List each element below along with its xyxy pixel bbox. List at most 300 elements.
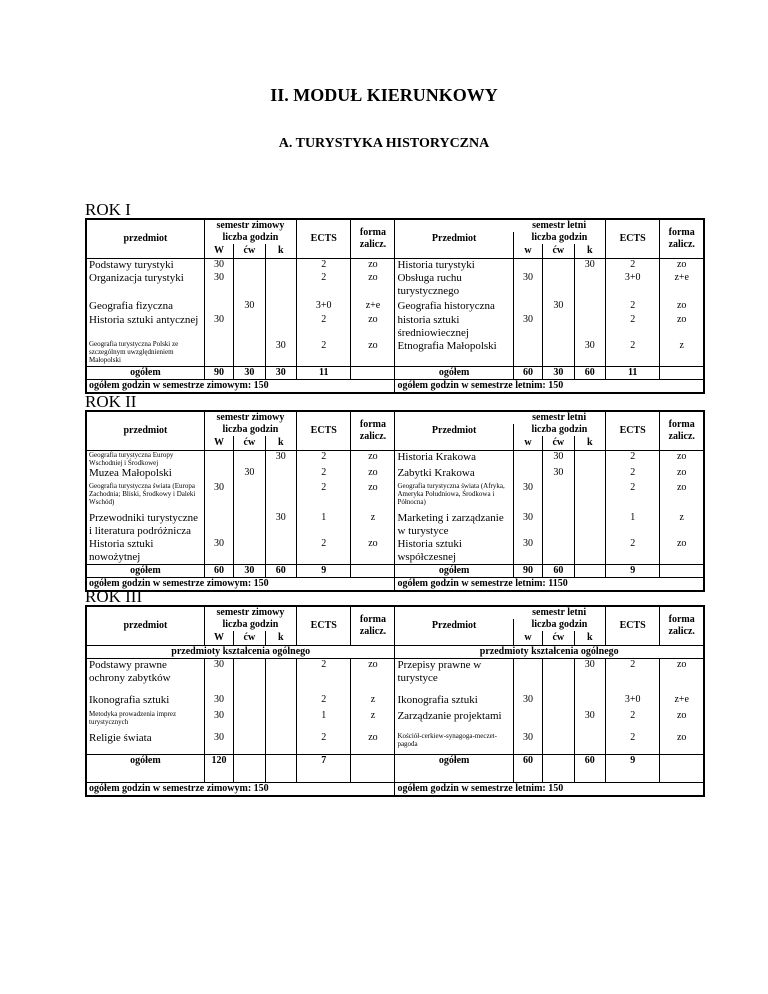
- w-value: [204, 450, 233, 467]
- forma-value: zo: [660, 314, 704, 340]
- header-row: [86, 606, 704, 619]
- total-row: [86, 366, 704, 379]
- k-value: [574, 300, 605, 314]
- w-header: w: [513, 436, 542, 450]
- subject-name: Organizacja turystyki: [89, 272, 184, 284]
- w-value: [204, 300, 233, 314]
- cw-value: [234, 258, 265, 272]
- subject-name: Kościół-cerkiew-synagoga-meczet-pagoda: [395, 732, 513, 754]
- forma-value: zo: [351, 538, 395, 565]
- w-value: [513, 658, 542, 694]
- table-row: [86, 300, 704, 314]
- forma-value: zo: [660, 658, 704, 694]
- forma-value: z: [660, 340, 704, 366]
- forma-header: [351, 411, 395, 450]
- total-empty: [351, 754, 395, 782]
- cw-value: [234, 314, 265, 340]
- k-value: 30: [574, 658, 605, 694]
- forma-header: [351, 219, 395, 258]
- k-header: k: [265, 436, 296, 450]
- page-title: II. MODUŁ KIERUNKOWY: [270, 85, 498, 105]
- hours-row: [86, 578, 704, 592]
- table-row: [86, 732, 704, 754]
- table-row: [86, 658, 704, 694]
- cw-value: [543, 538, 574, 565]
- cw-header: ćw: [543, 244, 574, 258]
- subject-name: Zarządzanie projektami: [395, 710, 513, 732]
- total-ects: 9: [605, 565, 659, 578]
- k-value: [265, 710, 296, 732]
- semester-hours: ogółem godzin w semestrze letnim: 1150: [395, 578, 704, 592]
- k-value: [574, 538, 605, 565]
- cw-value: 30: [543, 300, 574, 314]
- forma-value: zo: [660, 538, 704, 565]
- hours-row: [86, 379, 704, 393]
- k-header: k: [574, 436, 605, 450]
- ects-value: 2: [297, 538, 351, 565]
- cw-value: [543, 314, 574, 340]
- forma-label: forma: [359, 613, 387, 625]
- forma-label: forma: [668, 613, 695, 625]
- ects-value: 2: [297, 732, 351, 754]
- subject-name: Geografia turystyczna Europy Wschodniej i Środkowej: [89, 450, 174, 467]
- total-cw: 30: [234, 565, 265, 578]
- cw-header: ćw: [234, 436, 265, 450]
- cw-value: [543, 340, 574, 366]
- k-header: k: [574, 244, 605, 258]
- k-value: [265, 272, 296, 300]
- ects-value: 1: [297, 710, 351, 732]
- subject-name: Ikonografia sztuki: [395, 694, 513, 710]
- subject-name: Podstawy turystyki: [89, 258, 174, 271]
- total-row: [86, 565, 704, 578]
- w-header: W: [204, 631, 233, 645]
- cw-header: ćw: [234, 244, 265, 258]
- forma-value: zo: [351, 314, 395, 340]
- subject-name: Geografia fizyczna: [89, 300, 173, 312]
- semester-header: semestr zimowy: [204, 411, 296, 424]
- cw-value: [543, 258, 574, 272]
- w-header: W: [204, 436, 233, 450]
- zalicz-label: zalicz.: [359, 430, 387, 442]
- total-cw: 30: [543, 366, 574, 379]
- w-value: 30: [204, 694, 233, 710]
- subject-name: Etnografia Małopolski: [395, 340, 513, 366]
- k-header: k: [265, 244, 296, 258]
- forma-value: z: [351, 512, 395, 538]
- ects-value: 2: [297, 340, 351, 366]
- hours-header: liczba godzin: [204, 424, 296, 436]
- forma-header: [660, 411, 704, 450]
- w-value: 30: [513, 314, 542, 340]
- forma-value: zo: [351, 272, 395, 300]
- cw-value: [234, 732, 265, 754]
- k-value: [265, 694, 296, 710]
- total-k: 60: [265, 565, 296, 578]
- w-value: [513, 450, 542, 467]
- year-table: [85, 218, 705, 394]
- k-value: 30: [265, 512, 296, 538]
- subject-name: Geografia turystyczna Polski ze szczególnym uwzględnieniem Małopolski: [89, 340, 179, 365]
- k-value: [265, 538, 296, 565]
- semester-header: semestr zimowy: [204, 219, 296, 232]
- total-label: ogółem: [86, 565, 204, 578]
- semester-hours: ogółem godzin w semestrze letnim: 150: [395, 782, 704, 796]
- cw-value: [234, 658, 265, 694]
- cw-value: 30: [234, 300, 265, 314]
- ects-header: ECTS: [297, 606, 351, 645]
- subject-name: Historia turystyki: [395, 258, 513, 272]
- cw-value: [543, 658, 574, 694]
- total-w: 60: [513, 366, 542, 379]
- year-label: ROK II: [85, 392, 137, 411]
- forma-value: z: [351, 710, 395, 732]
- ects-header: ECTS: [297, 411, 351, 450]
- ects-value: 1: [297, 512, 351, 538]
- forma-value: zo: [660, 450, 704, 467]
- total-label: ogółem: [86, 754, 204, 782]
- w-value: 30: [513, 694, 542, 710]
- forma-label: forma: [359, 226, 387, 238]
- w-value: [513, 340, 542, 366]
- subject-name: Geografia turystyczna świata (Europa Zachodnia; Bliski, Środkowy i Daleki Wschód): [89, 481, 196, 506]
- semester-hours: ogółem godzin w semestrze zimowym: 150: [86, 578, 395, 592]
- total-k: 30: [265, 366, 296, 379]
- total-k: [574, 565, 605, 578]
- cw-value: 30: [543, 450, 574, 467]
- cw-value: [543, 482, 574, 512]
- semester-header: semestr letni: [532, 607, 587, 618]
- k-value: [574, 467, 605, 482]
- w-header: W: [204, 244, 233, 258]
- total-cw: [234, 754, 265, 782]
- total-cw: 60: [543, 565, 574, 578]
- total-ects: 9: [605, 754, 659, 782]
- total-w: 90: [513, 565, 542, 578]
- w-value: 30: [204, 710, 233, 732]
- forma-value: z+e: [660, 272, 704, 300]
- zalicz-label: zalicz.: [359, 625, 387, 637]
- k-value: [574, 732, 605, 754]
- ects-value: 2: [605, 482, 659, 512]
- w-value: 30: [513, 538, 542, 565]
- group-header: przedmioty kształcenia ogólnego: [395, 645, 704, 658]
- subject-header: przedmiot: [86, 219, 204, 258]
- forma-value: zo: [660, 258, 704, 272]
- w-value: 30: [204, 482, 233, 512]
- total-ects: 9: [297, 565, 351, 578]
- cw-value: 30: [234, 467, 265, 482]
- ects-value: 2: [605, 467, 659, 482]
- table-row: [86, 482, 704, 512]
- subject-header: przedmiot: [86, 411, 204, 450]
- subject-header: Przedmiot: [395, 606, 513, 645]
- year-table: [85, 410, 705, 592]
- forma-value: zo: [351, 482, 395, 512]
- table-row: [86, 340, 704, 366]
- k-header: k: [574, 631, 605, 645]
- w-value: [513, 300, 542, 314]
- k-value: 30: [574, 710, 605, 732]
- ects-value: 2: [297, 467, 351, 482]
- k-value: 30: [574, 340, 605, 366]
- forma-value: zo: [351, 258, 395, 272]
- table-row: [86, 314, 704, 340]
- w-header: w: [513, 631, 542, 645]
- subject-header: Przedmiot: [395, 219, 513, 258]
- page-subtitle: A. TURYSTYKA HISTORYCZNA: [278, 136, 490, 151]
- forma-value: zo: [351, 450, 395, 467]
- cw-value: [543, 710, 574, 732]
- forma-label: forma: [359, 418, 387, 430]
- year-label: ROK I: [85, 200, 131, 219]
- ects-value: 2: [297, 658, 351, 694]
- total-ects: 7: [297, 754, 351, 782]
- table-row: [86, 467, 704, 482]
- k-value: 30: [265, 340, 296, 366]
- forma-value: zo: [660, 482, 704, 512]
- k-header: k: [265, 631, 296, 645]
- subject-name: Zabytki Krakowa: [395, 467, 513, 482]
- total-k: [265, 754, 296, 782]
- subject-name: Obsługa ruchu turystycznego: [395, 272, 513, 300]
- k-value: [574, 482, 605, 512]
- cw-value: [234, 710, 265, 732]
- forma-header: [351, 606, 395, 645]
- total-empty: [351, 565, 395, 578]
- subject-name: Marketing i zarządzanie w turystyce: [395, 512, 513, 538]
- ects-value: 2: [605, 258, 659, 272]
- w-value: [513, 258, 542, 272]
- total-cw: 30: [234, 366, 265, 379]
- forma-value: z+e: [351, 300, 395, 314]
- k-value: [265, 314, 296, 340]
- forma-value: zo: [351, 732, 395, 754]
- cw-value: [234, 482, 265, 512]
- subject-name: Historia sztuki nowożytnej: [89, 537, 154, 564]
- total-ects: 11: [605, 366, 659, 379]
- table-row: [86, 272, 704, 300]
- k-value: [265, 258, 296, 272]
- subject-name: Religie świata: [89, 732, 152, 744]
- w-value: 30: [513, 512, 542, 538]
- hours-header: liczba godzin: [204, 232, 296, 244]
- hours-row: [86, 782, 704, 796]
- total-w: 60: [204, 565, 233, 578]
- forma-value: zo: [660, 300, 704, 314]
- forma-value: z+e: [660, 694, 704, 710]
- total-label: ogółem: [395, 565, 513, 578]
- total-cw: [543, 754, 574, 782]
- w-value: 30: [513, 482, 542, 512]
- cw-value: 30: [543, 467, 574, 482]
- ects-value: 2: [297, 450, 351, 467]
- subject-name: Podstawy prawne ochrony zabytków: [89, 658, 171, 684]
- w-value: 30: [513, 272, 542, 300]
- cw-value: [234, 272, 265, 300]
- table-row: [86, 710, 704, 732]
- hours-header: liczba godzin: [513, 619, 605, 631]
- ects-value: 3+0: [605, 272, 659, 300]
- ects-value: 1: [605, 512, 659, 538]
- total-w: 60: [513, 754, 542, 782]
- w-value: 30: [204, 314, 233, 340]
- table-row: [86, 512, 704, 538]
- k-value: [574, 694, 605, 710]
- total-label: ogółem: [395, 754, 513, 782]
- subject-name: Przewodniki turystyczne i literatura podróżnicza: [89, 511, 199, 537]
- group-row: [86, 645, 704, 658]
- total-label: ogółem: [395, 366, 513, 379]
- subject-name: Muzea Małopolski: [89, 466, 172, 479]
- semester-hours: ogółem godzin w semestrze letnim: 150: [395, 379, 704, 393]
- semester-hours: ogółem godzin w semestrze zimowym: 150: [86, 782, 395, 796]
- subject-name: Metodyka prowadzenia imprez turystycznych: [89, 710, 177, 727]
- cw-value: [234, 694, 265, 710]
- ects-value: 3+0: [605, 694, 659, 710]
- forma-header: [660, 219, 704, 258]
- total-w: 120: [204, 754, 233, 782]
- subject-name: Geografia turystyczna świata (Afryka, Ameryka Południowa, Środkowa i Północna): [395, 482, 513, 512]
- total-k: 60: [574, 366, 605, 379]
- w-value: 30: [204, 258, 233, 272]
- total-w: 90: [204, 366, 233, 379]
- ects-value: 2: [605, 710, 659, 732]
- w-value: [513, 467, 542, 482]
- ects-value: 2: [297, 314, 351, 340]
- semester-header: semestr letni: [532, 220, 587, 231]
- w-value: [513, 710, 542, 732]
- ects-value: 2: [297, 482, 351, 512]
- zalicz-label: zalicz.: [668, 625, 695, 637]
- group-header: przedmioty kształcenia ogólnego: [86, 645, 395, 658]
- subject-name: Historia sztuki antycznej: [89, 314, 199, 326]
- w-value: 30: [204, 538, 233, 565]
- cw-value: [234, 512, 265, 538]
- cw-header: ćw: [543, 631, 574, 645]
- cw-value: [543, 694, 574, 710]
- subject-header: Przedmiot: [395, 411, 513, 450]
- subject-name: Ikonografia sztuki: [89, 694, 170, 706]
- k-value: [265, 467, 296, 482]
- w-value: [204, 467, 233, 482]
- cw-value: [234, 538, 265, 565]
- forma-label: forma: [668, 418, 695, 430]
- table-row: [86, 450, 704, 467]
- table-row: [86, 258, 704, 272]
- forma-value: zo: [351, 467, 395, 482]
- total-empty: [351, 366, 395, 379]
- forma-value: zo: [660, 467, 704, 482]
- ects-value: 3+0: [297, 300, 351, 314]
- k-value: 30: [265, 450, 296, 467]
- subject-name: Historia Krakowa: [395, 450, 513, 467]
- ects-header: ECTS: [605, 219, 659, 258]
- hours-header: liczba godzin: [513, 424, 605, 436]
- semester-hours: ogółem godzin w semestrze zimowym: 150: [86, 379, 395, 393]
- ects-value: 2: [297, 258, 351, 272]
- total-ects: 11: [297, 366, 351, 379]
- table-row: [86, 538, 704, 565]
- subject-name: Geografia historyczna: [395, 300, 513, 314]
- cw-value: [543, 732, 574, 754]
- cw-header: ćw: [234, 631, 265, 645]
- year-label: ROK III: [85, 587, 143, 606]
- forma-value: z: [660, 512, 704, 538]
- forma-value: zo: [660, 732, 704, 754]
- total-row: [86, 754, 704, 782]
- hours-header: liczba godzin: [513, 232, 605, 244]
- total-empty: [660, 565, 704, 578]
- total-empty: [660, 366, 704, 379]
- hours-header: liczba godzin: [204, 619, 296, 631]
- ects-value: 2: [605, 732, 659, 754]
- w-value: 30: [204, 272, 233, 300]
- semester-header: semestr zimowy: [204, 606, 296, 619]
- k-value: [265, 658, 296, 694]
- k-value: [265, 482, 296, 512]
- k-value: [265, 732, 296, 754]
- w-value: 30: [204, 732, 233, 754]
- w-value: [204, 340, 233, 366]
- ects-header: ECTS: [297, 219, 351, 258]
- k-value: [265, 300, 296, 314]
- forma-label: forma: [668, 226, 695, 238]
- cw-value: [234, 340, 265, 366]
- cw-value: [543, 272, 574, 300]
- k-value: [574, 450, 605, 467]
- table-row: [86, 694, 704, 710]
- ects-value: 2: [605, 340, 659, 366]
- zalicz-label: zalicz.: [359, 238, 387, 250]
- ects-header: ECTS: [605, 606, 659, 645]
- ects-header: ECTS: [605, 411, 659, 450]
- forma-header: [660, 606, 704, 645]
- cw-value: [234, 450, 265, 467]
- w-value: 30: [513, 732, 542, 754]
- ects-value: 2: [605, 450, 659, 467]
- forma-value: zo: [351, 340, 395, 366]
- ects-value: 2: [605, 314, 659, 340]
- cw-header: ćw: [543, 436, 574, 450]
- ects-value: 2: [605, 538, 659, 565]
- ects-value: 2: [605, 300, 659, 314]
- header-row: [86, 219, 704, 232]
- total-empty: [660, 754, 704, 782]
- subject-name: Historia sztuki współczesnej: [395, 538, 513, 565]
- k-value: [574, 272, 605, 300]
- zalicz-label: zalicz.: [668, 430, 695, 442]
- year-table: [85, 605, 705, 797]
- total-k: 60: [574, 754, 605, 782]
- k-value: [574, 314, 605, 340]
- w-header: w: [513, 244, 542, 258]
- w-value: [204, 512, 233, 538]
- ects-value: 2: [605, 658, 659, 694]
- subject-header: przedmiot: [86, 606, 204, 645]
- subject-name: historia sztuki średniowiecznej: [395, 314, 513, 340]
- ects-value: 2: [297, 272, 351, 300]
- total-label: ogółem: [86, 366, 204, 379]
- k-value: 30: [574, 258, 605, 272]
- semester-header: semestr letni: [532, 412, 587, 423]
- zalicz-label: zalicz.: [668, 238, 695, 250]
- w-value: 30: [204, 658, 233, 694]
- forma-value: zo: [351, 658, 395, 694]
- header-row: [86, 411, 704, 424]
- ects-value: 2: [297, 694, 351, 710]
- forma-value: zo: [660, 710, 704, 732]
